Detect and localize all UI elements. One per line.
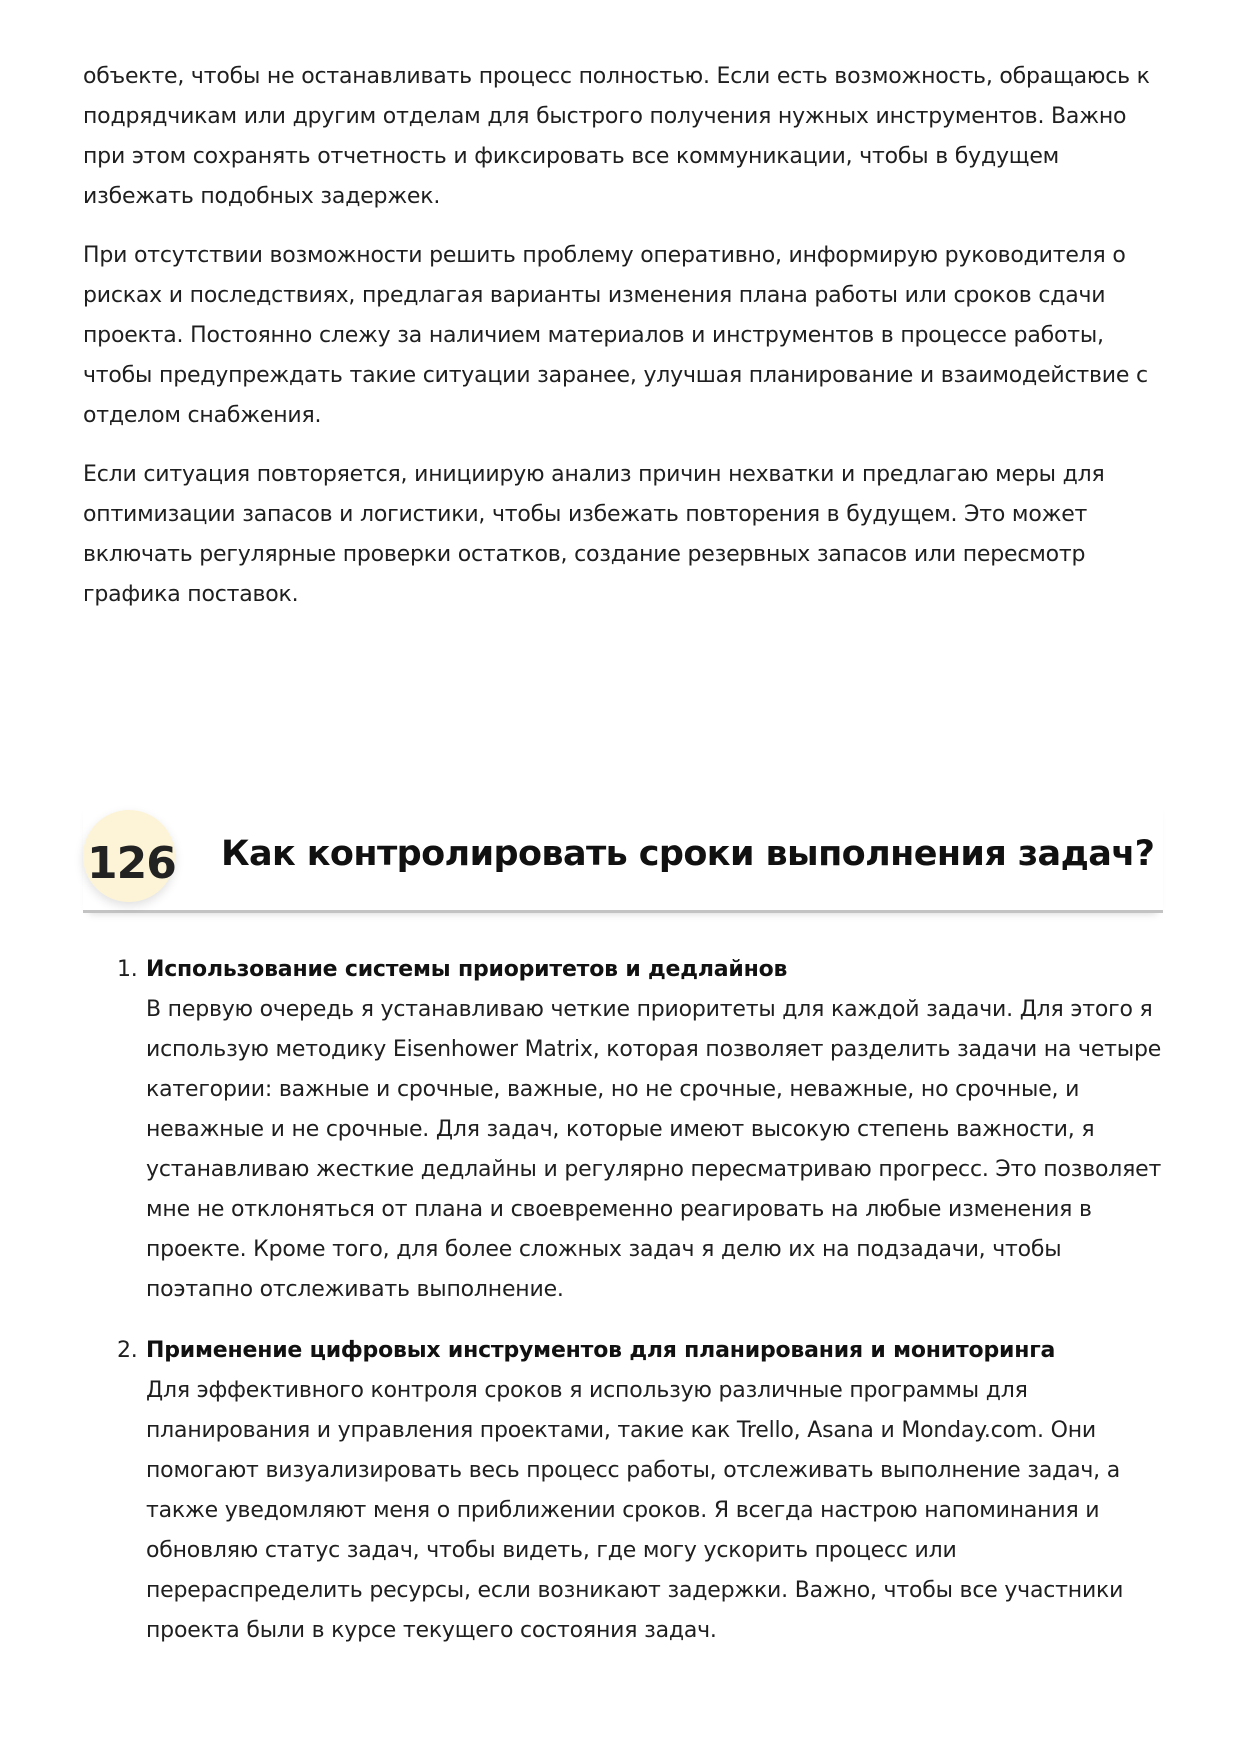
answer-heading: Применение цифровых инструментов для планирования и мониторинга [146,1338,1056,1363]
question-header [83,800,1163,913]
intro-paragraph: При отсутствии возможности решить проблему оперативно, информирую руководителя о рисках и последствиях, предлагая варианты изменения плана работы или сроков сдачи проекта. Постоянно слежу за наличием материалов и инструментов в процессе работы, чтобы предупреждать такие ситуации заранее, улучшая планирование и взаимодействие с отделом снабжения. [83,243,1148,428]
intro-section [83,57,1163,634]
answer-text: В первую очередь я устанавливаю четкие приоритеты для каждой задачи. Для этого я использую методику Eisenhower Matrix, которая позволяет разделить задачи на четыре категории: важные и срочные, важные, но не срочные, неважные, но срочные, и неважные и не срочные. Для задач, которые имеют высокую степень важности, я устанавливаю жесткие дедлайны и регулярно пересматриваю прогресс. Это позволяет мне не отклоняться от плана и своевременно реагировать на любые изменения в проекте. Кроме того, для более сложных задач я делю их на подзадачи, чтобы поэтапно отслеживать выполнение. [146,997,1162,1302]
answer-heading: Использование системы приоритетов и дедлайнов [146,957,788,982]
answer-text: Для эффективного контроля сроков я использую различные программы для планирования и управления проектами, такие как Trello, Asana и Monday.com. Они помогают визуализировать весь процесс работы, отслеживать выполнение задач, а также уведомляют меня о приближении сроков. Я всегда настрою напоминания и обновляю статус задач, чтобы видеть, где могу ускорить процесс или перераспределить ресурсы, если возникают задержки. Важно, чтобы все участники проекта были в курсе текущего состояния задач. [146,1378,1124,1643]
intro-paragraph: объекте, чтобы не останавливать процесс полностью. Если есть возможность, обращаюсь к подрядчикам или другим отделам для быстрого получения нужных инструментов. Важно при этом сохранять отчетность и фиксировать все коммуникации, чтобы в будущем избежать подобных задержек. [83,64,1150,209]
intro-text [83,57,1163,615]
answer-list [83,950,1163,1672]
question-title: Как контролировать сроки выполнения задач? [221,834,1155,874]
answer-number: 2. [117,1338,138,1363]
answer-item [83,1331,1163,1651]
intro-paragraph: Если ситуация повторяется, инициирую анализ причин нехватки и предлагаю меры для оптимизации запасов и логистики, чтобы избежать повторения в будущем. Это может включать регулярные проверки остатков, создание резервных запасов или пересмотр графика поставок. [83,462,1105,607]
question-number: 126 [87,838,176,889]
answer-item [83,950,1163,1310]
question-number-badge [83,810,175,902]
answer-number: 1. [117,957,138,982]
